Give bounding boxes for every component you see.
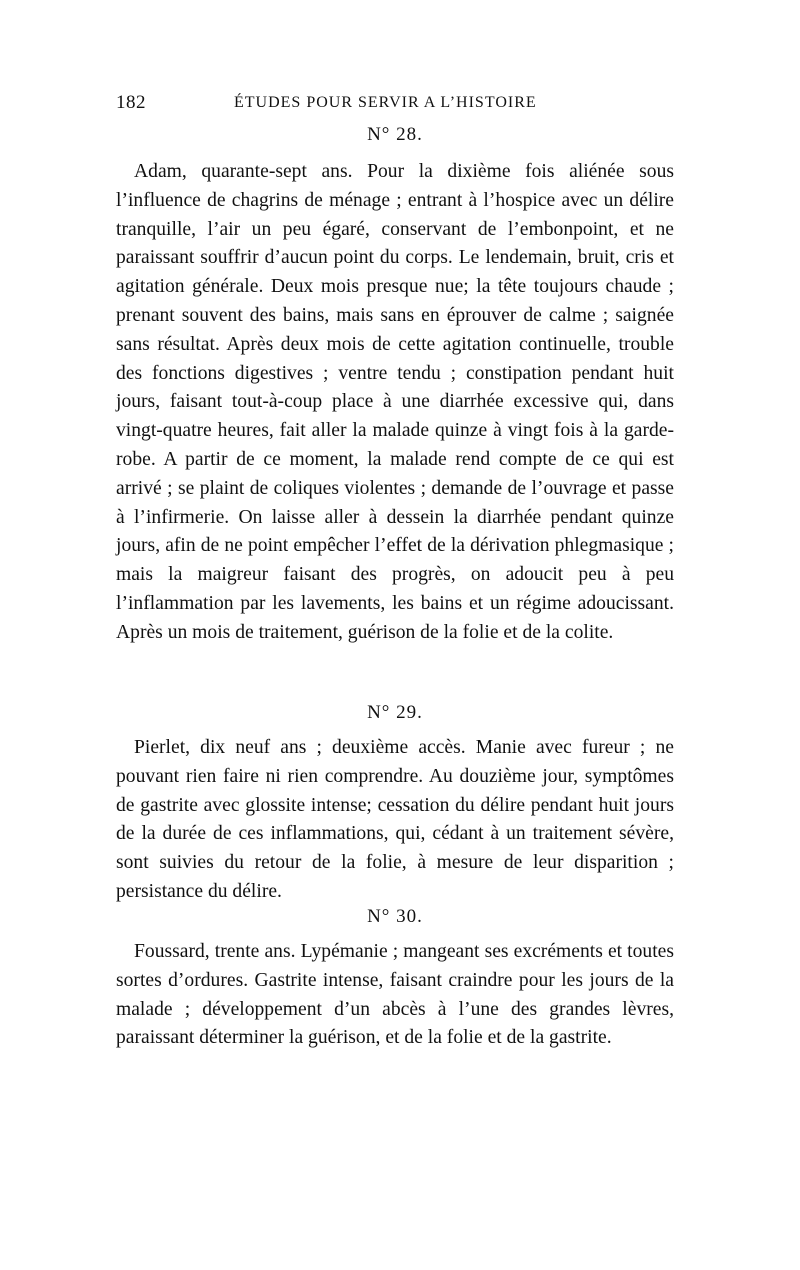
entry-heading-30: N° 30.	[367, 906, 423, 927]
page-number: 182	[116, 92, 146, 113]
entry-text-30	[116, 938, 674, 1053]
entry-text-29	[116, 734, 674, 907]
running-title: ÉTUDES POUR SERVIR A L’HISTOIRE	[234, 94, 537, 111]
entry-heading-29: N° 29.	[367, 702, 423, 723]
page-header	[116, 92, 676, 122]
case-paragraph: Pierlet, dix neuf ans ; deuxième accès. Manie avec fureur ; ne pouvant rien faire ni rien comprendre. Au douzième jour, symptômes de gastrite avec glossite intense; cessation du délire pendant huit jours de la durée de ces inflammations, qui, cédant à un traitement sévère, sont suivies du retour de la folie, à mesure de leur disparition ; persistance du délire.	[116, 737, 674, 902]
case-paragraph: Foussard, trente ans. Lypémanie ; mangeant ses excréments et toutes sortes d’ordures. Gastrite intense, faisant craindre pour les jours de la malade ; développement d’un abcès à l’une des grandes lèvres, paraissant déterminer la guérison, et de la folie et de la gastrite.	[116, 941, 674, 1049]
entry-text-28	[116, 158, 674, 648]
entry-heading-28: N° 28.	[367, 124, 423, 145]
case-paragraph: Adam, quarante-sept ans. Pour la dixième fois aliénée sous l’influence de chagrins de ménage ; entrant à l’hospice avec un délire tranquille, l’air un peu égaré, conservant de l’embonpoint, et ne paraissant souffrir d’aucun point du corps. Le lendemain, bruit, cris et agitation générale. Deux mois presque nue; la tête toujours chaude ; prenant souvent des bains, mais sans en éprouver de calme ; saignée sans résultat. Après deux mois de cette agitation continuelle, trouble des fonctions digestives ; ventre tendu ; constipation pendant huit jours, faisant tout-à-coup place à une diarrhée excessive qui, dans vingt-quatre heures, fait aller la malade quinze à vingt fois à la garde-robe. A partir de ce moment, la malade rend compte de ce qui est arrivé ; se plaint de coliques violentes ; demande de l’ouvrage et passe à l’infirmerie. On laisse aller à dessein la diarrhée pendant quinze jours, afin de ne point empêcher l’effet de la dérivation phlegmasique ; mais la maigreur faisant des progrès, on adoucit peu à peu l’inflammation par les lavements, les bains et un régime adoucissant. Après un mois de traitement, guérison de la folie et de la colite.	[116, 161, 674, 643]
